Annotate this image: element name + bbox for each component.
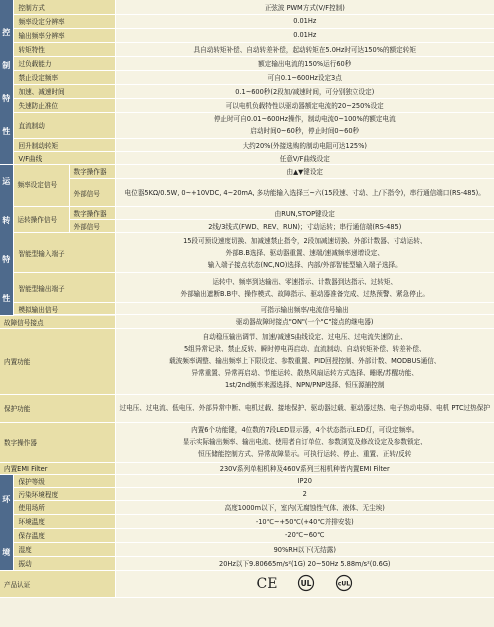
row-value: 额定输出电流的150%运行60秒 [115, 56, 494, 70]
row-value: 0.1~600秒(2段加/减速时间，可分别独立设定) [115, 84, 494, 98]
row-label: 保护等级 [13, 474, 115, 487]
row-label: 禁止设定频率 [13, 70, 115, 84]
row-value [115, 112, 494, 138]
row-value: 高度1000m以下，室内(无腐蚀性气体、液体、无尘埃) [115, 500, 494, 514]
builtin-line-3: 载波频率调整、输出频率上下限设定、参数重置、PID回授控制、外部计数、MODBUS通信、 [169, 357, 441, 365]
category-control-char-4: 性 [2, 127, 11, 136]
freq-setting-label: 频率设定信号 [13, 165, 69, 207]
di-line-2: 外部B.B选择、驱动器重置、速端/速减频率递增设定、 [225, 248, 384, 257]
row-value: -20℃~60℃ [115, 528, 494, 542]
builtin-line-1: 自动稳压输出调节、加速/减速S曲线设定、过电压、过电流失速防止、 [202, 333, 407, 341]
category-run-char-2: 转 [2, 215, 11, 225]
run-keypad-value: 由RUN,STOP键设定 [115, 207, 494, 220]
row-value: 0.01Hz [115, 14, 494, 28]
category-run-char-4: 性 [2, 293, 11, 303]
category-env-char-2: 境 [2, 548, 11, 557]
row-value: 大约20%(外接选购的制动电阻可达125%) [115, 138, 494, 151]
row-label: 保存温度 [13, 528, 115, 542]
row-value: -10℃~+50℃(+40℃并排安装) [115, 514, 494, 528]
row-label: 控制方式 [13, 0, 115, 14]
row-value: 可自0.1~600Hz设定3点 [115, 70, 494, 84]
builtin-function-label: 内置功能 [0, 328, 115, 394]
fault-contact-label: 故障信号接点 [0, 315, 115, 328]
row-label: 失速防止准位 [13, 98, 115, 112]
cul-mark-text: cUL [337, 580, 350, 588]
certification-label: 产品认证 [0, 570, 115, 597]
external-label: 外部信号 [69, 179, 115, 207]
row-label: 直流制动 [13, 112, 115, 138]
row-label: 加速、减速时间 [13, 84, 115, 98]
external-value: 电位器5KΩ/0.5W, 0~+10VDC, 4~20mA, 多功能输入选择三~六(15段速、寸动、上/下指令)，串行通信端口(RS-485)。 [115, 179, 494, 207]
row-value: IP20 [115, 474, 494, 487]
run-signal-label: 运转操作信号 [13, 207, 69, 233]
keypad-function-value [115, 422, 494, 462]
ul-mark-icon [297, 574, 315, 592]
row-label: 振动 [13, 556, 115, 570]
digital-output-value [115, 273, 494, 303]
row-value: 90%RH以下(无结露) [115, 542, 494, 556]
row-value: 0.01Hz [115, 28, 494, 42]
protection-value: 过电压、过电流、低电压、外部异常中断、电机过载、接地保护、驱动器过载、驱动器过热、电子热动电驿、电机 PTC过热保护 [115, 394, 494, 422]
do-line-1: 运转中、频率到达输出、零速指示、计数器到达指示、过转矩、 [212, 277, 398, 286]
ce-mark-text: CE [256, 576, 278, 591]
emi-filter-label: 内置EMI Filter [0, 462, 115, 474]
category-control-char-3: 特 [2, 94, 11, 103]
row-label: 污染环境程度 [13, 487, 115, 500]
keypad-line-3: 恒压储能控制方式、异常故障显示。可执行运转、停止、重置、正转/反转 [198, 450, 412, 458]
analog-output-label: 模拟输出信号 [13, 303, 115, 315]
keypad-line-1: 内置6个功能键，4位数的7段LED显示器，4个状态指示LED灯，可设定频率。 [191, 426, 419, 434]
digital-input-value [115, 233, 494, 273]
analog-output-value: 可指示输出频率/电流信号输出 [115, 303, 494, 315]
builtin-function-value [115, 328, 494, 394]
digital-input-label: 智能型输入端子 [13, 233, 115, 273]
category-run-char-3: 特 [2, 254, 11, 264]
digital-output-label: 智能型输出端子 [13, 273, 115, 303]
row-label: 回升制动转矩 [13, 138, 115, 151]
keypad-line-2: 显示实际输出频率、输出电流、使用者自订单位、参数浏览及修改设定及参数锁定、 [182, 438, 427, 446]
keypad-label: 数字操作器 [69, 165, 115, 179]
row-value: 2 [115, 487, 494, 500]
row-label: 湿度 [13, 542, 115, 556]
dc-brake-line-2: 启动时间0~60秒，停止时间0~60秒 [250, 127, 360, 135]
di-line-1: 15段可预设速度切换、加减速禁止指令，2段加减速切换、外部计数器、寸动运转、 [183, 236, 427, 245]
fault-contact-value: 驱动器故障时接点"ON"(一个"C"接点的继电器) [115, 315, 494, 328]
keypad-label: 数字操作器 [69, 207, 115, 220]
keypad-function-label: 数字操作器 [0, 422, 115, 462]
do-line-2: 外部输出遮断B.B中、操作模式、故障指示、驱动器准备完成、过热预警、紧急停止。 [180, 289, 430, 298]
emi-filter-value: 230V系列单相机种及460V系列三相机种皆内置EMI Filter [115, 462, 494, 474]
row-label: 转矩特性 [13, 42, 115, 56]
ul-mark-text: UL [300, 579, 312, 588]
category-control-char-1: 控 [2, 28, 11, 37]
di-line-3: 输入端子接点状态(NC,NO)选择、内部/外部智能型输入端子选择。 [207, 260, 402, 269]
external-label: 外部信号 [69, 220, 115, 233]
protection-label: 保护功能 [0, 394, 115, 422]
builtin-line-5: 1st/2nd频率来源选择、NPN/PNP选择、恒压源捕控制 [225, 381, 385, 389]
certification-value [115, 570, 494, 597]
builtin-line-4: 异常重置、异常再启动、节能运转、散热风扇运转方式选择、睡眠/苏醒功能、 [191, 369, 418, 377]
row-value: 具自动转矩补偿、自动转差补偿，起动转矩在5.0Hz时可达150%的额定转矩 [115, 42, 494, 56]
category-run-char-1: 运 [2, 176, 11, 186]
row-value: 可以电机负载特性以驱动器额定电流的20~250%设定 [115, 98, 494, 112]
category-run [0, 165, 13, 316]
run-external-value: 2线/3线式(FWD、REV、RUN)；寸动运转；串行通信端(RS-485) [115, 220, 494, 233]
row-label: 使用场所 [13, 500, 115, 514]
row-label: V/F曲线 [13, 151, 115, 164]
category-environment [0, 474, 13, 570]
category-control [0, 0, 13, 165]
row-label: 频率设定分辨率 [13, 14, 115, 28]
row-value: 20Hz以下9.80665m/s²(1G) 20~50Hz 5.88m/s²(0.6G) [115, 556, 494, 570]
cul-mark-icon [333, 574, 355, 592]
row-label: 环境温度 [13, 514, 115, 528]
ce-mark-icon [255, 575, 279, 591]
dc-brake-line-1: 停止时可自0.01~600Hz操作，制动电流0~100%的额定电流 [213, 115, 396, 123]
row-label: 输出频率分辨率 [13, 28, 115, 42]
row-value: 正弦波 PWM方式(V/F控制) [115, 0, 494, 14]
category-control-char-2: 制 [2, 61, 11, 70]
keypad-value: 由▲▼键设定 [115, 165, 494, 179]
builtin-line-2: 5组异常记录、禁止反转、瞬时停电再启动、直流制动、自动转矩补偿、转差补偿、 [183, 345, 426, 353]
category-env-char-1: 环 [2, 495, 11, 504]
row-value: 任意V/F曲线设定 [115, 151, 494, 164]
row-label: 过负载能力 [13, 56, 115, 70]
